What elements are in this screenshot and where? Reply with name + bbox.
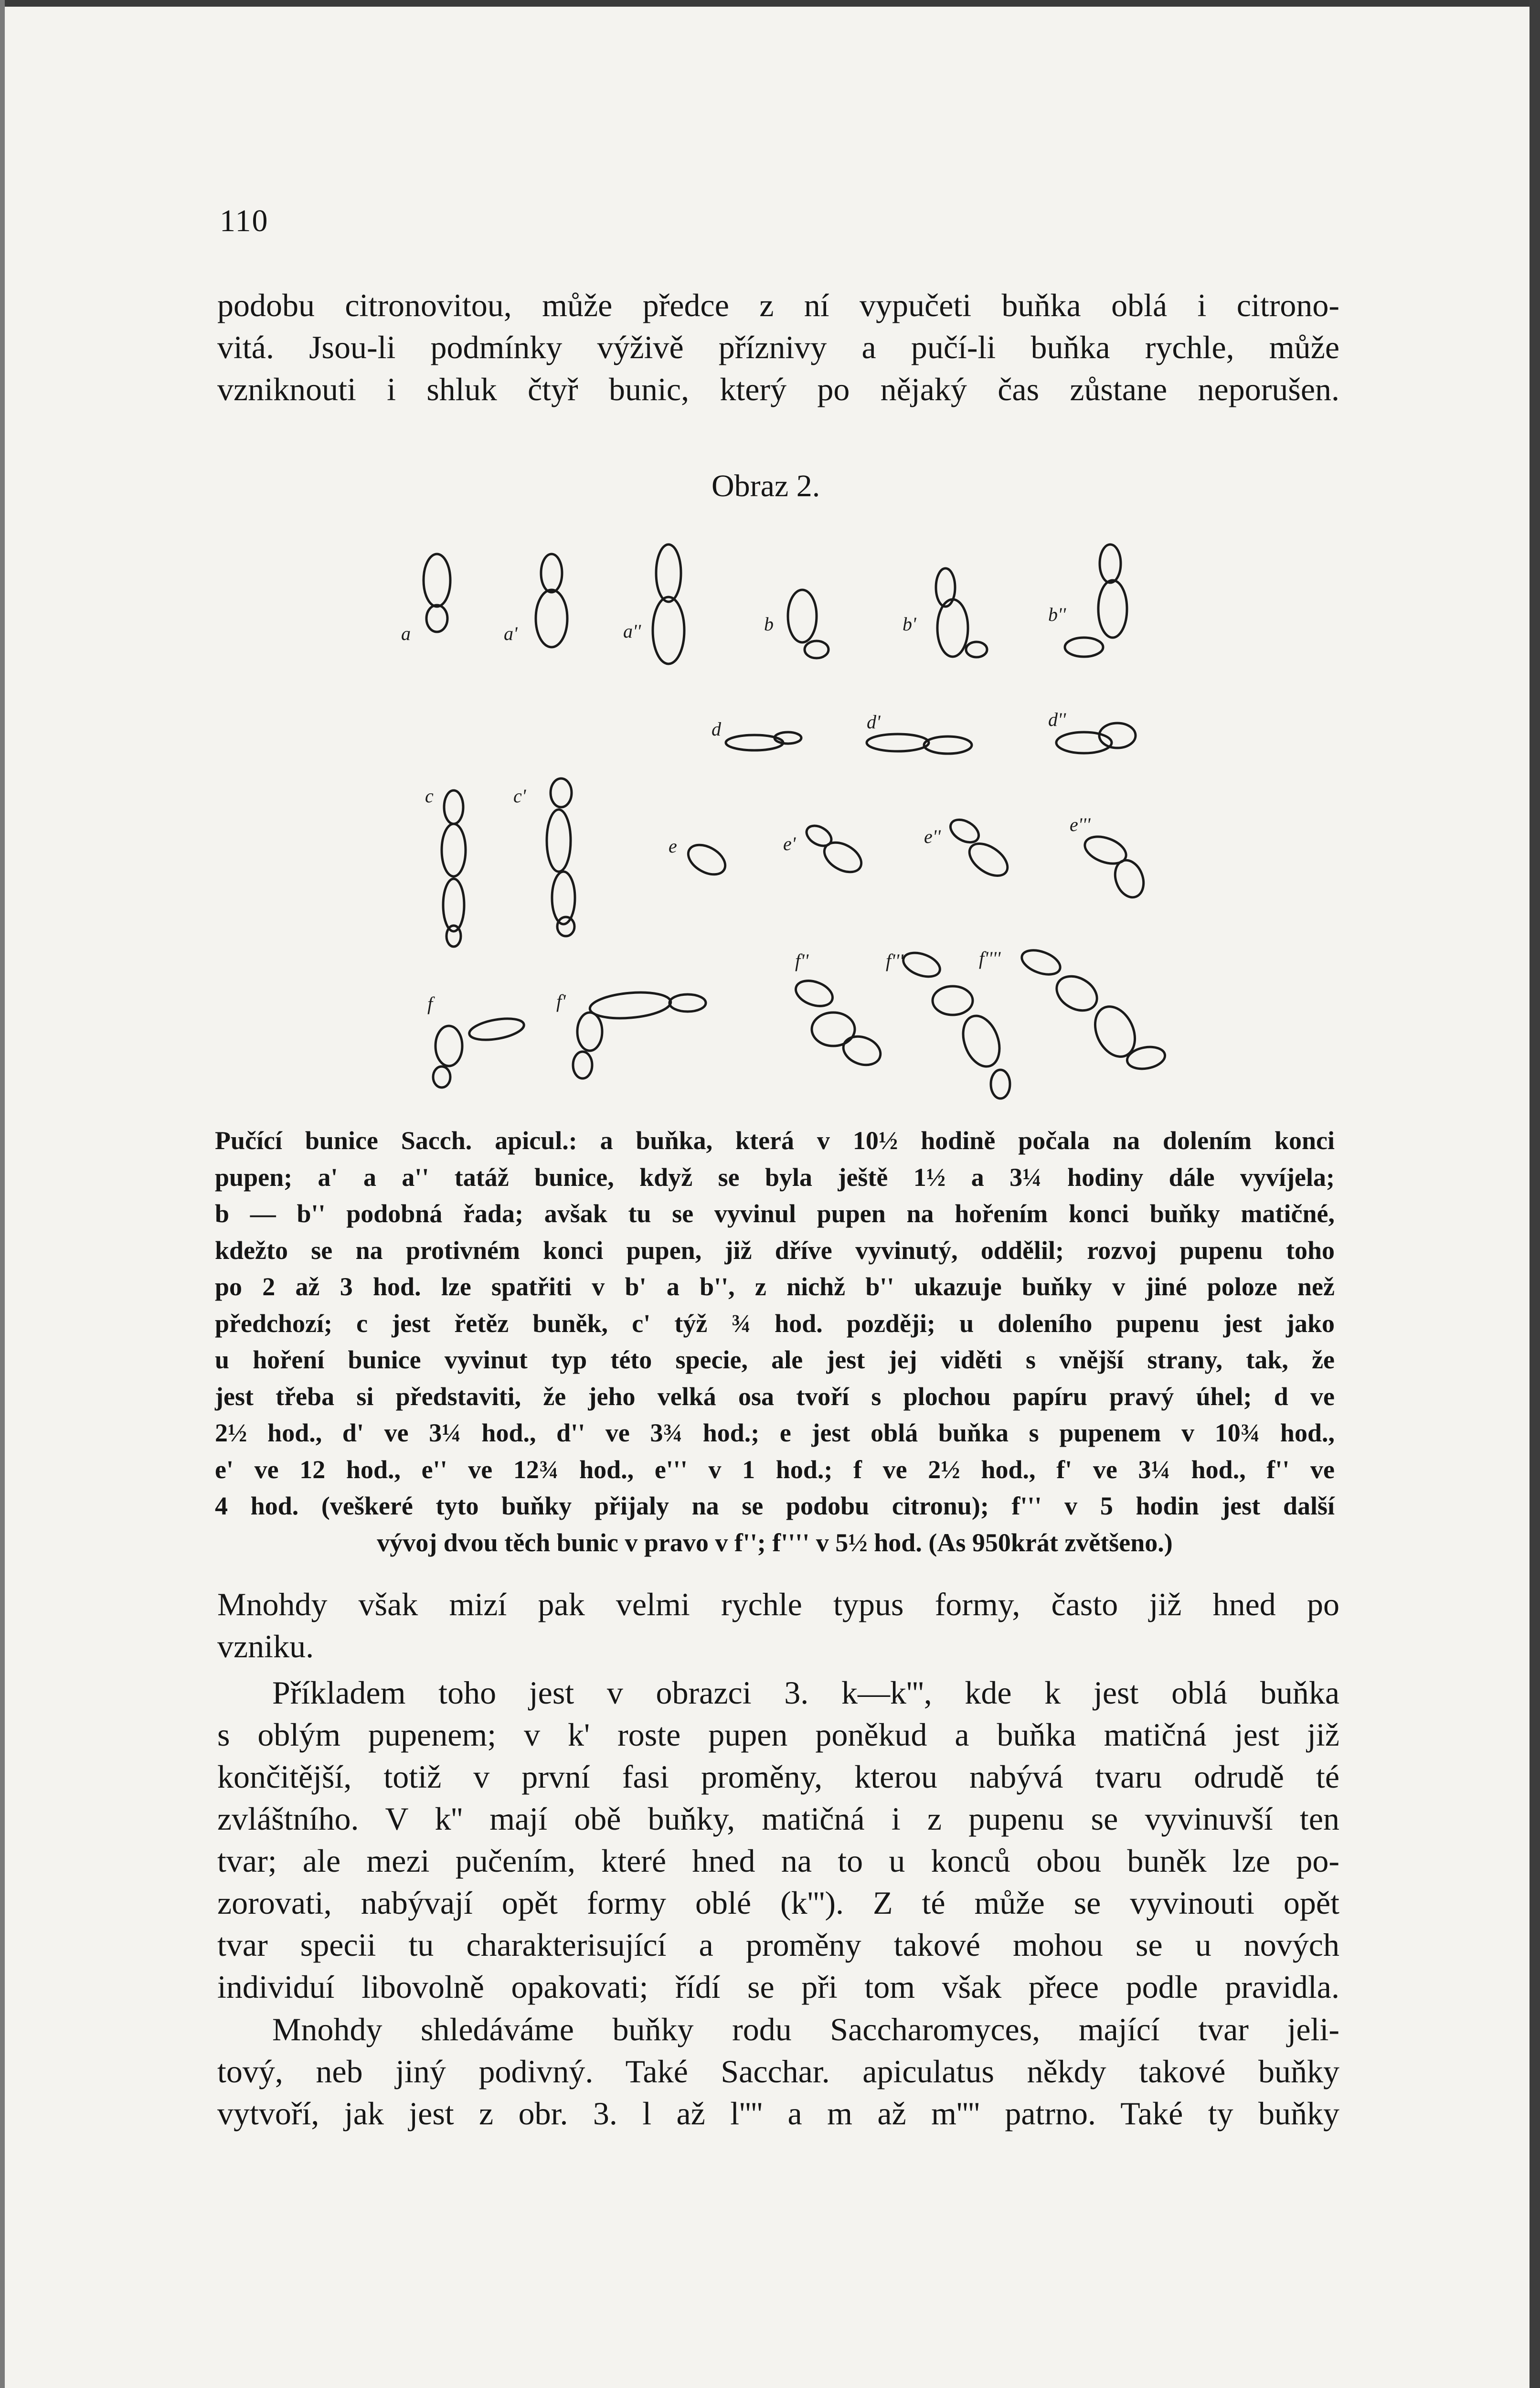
paragraph-line: tvar; ale mezi pučením, které hned na to u konců obou buněk lze po- — [217, 1843, 1339, 1879]
label-f2: f'' — [795, 950, 809, 971]
caption-line: u hoření bunice vyvinut typ této specie, ale jest jej viděti s vnější strany, tak, že — [215, 1345, 1335, 1374]
caption-line: Pučící bunice Sacch. apicul.: a buňka, která v 10½ hodině počala na dolením konci — [215, 1126, 1335, 1155]
caption-line: 4 hod. (veškeré tyto buňky přijaly na se podobu citronu); f''' v 5 hodin jest další — [215, 1492, 1335, 1520]
paragraph-4 — [217, 2008, 1339, 2134]
paragraph-line: zorovati, nabývají opět formy oblé (k'''). Z té může se vyvinouti opět — [217, 1885, 1339, 1921]
label-e1: e' — [783, 833, 796, 854]
caption-line: pupen; a' a a'' tatáž bunice, když se byla ještě 1½ a 3¼ hodiny dále vyvíjela; — [215, 1162, 1335, 1192]
caption-line: vývoj dvou těch bunic v pravo v f''; f'''' v 5½ hod. (As 950krát zvětšeno.) — [377, 1528, 1173, 1557]
paragraph-line: vitá. Jsou-li podmínky výživě příznivy a pučí-li buňka rychle, může — [217, 329, 1339, 365]
label-c1: c' — [513, 785, 526, 807]
cell-c1 — [513, 778, 575, 936]
cell-f3 — [886, 949, 1010, 1098]
cell-d — [712, 718, 801, 750]
paragraph-line: vytvoří, jak jest z obr. 3. l až l'''' a m až m'''' patrno. Také ty buňky — [217, 2095, 1339, 2132]
cell-a1 — [504, 554, 567, 647]
paragraph-line: vzniku. — [217, 1628, 314, 1664]
yeast-cells-figure — [382, 535, 1194, 1108]
label-b2: b'' — [1048, 604, 1066, 625]
caption-line: 2½ hod., d' ve 3¼ hod., d'' ve 3¾ hod.; e jest oblá buňka s pupenem v 10¾ hod., — [215, 1418, 1335, 1447]
label-d1: d' — [867, 711, 881, 733]
paragraph-1 — [217, 284, 1339, 410]
paragraph-line: podobu citronovitou, může předce z ní vypučeti buňka oblá i citrono- — [217, 287, 1339, 323]
label-a1: a' — [504, 623, 518, 644]
cell-f2 — [792, 950, 884, 1070]
caption-line: e' ve 12 hod., e'' ve 12¾ hod., e''' v 1 hod.; f ve 2½ hod., f' ve 3¼ hod., f'' ve — [215, 1455, 1335, 1484]
label-b: b — [764, 613, 774, 635]
label-f3: f''' — [886, 950, 903, 971]
cell-d2 — [1048, 709, 1136, 753]
cell-f — [427, 993, 526, 1087]
cell-f1 — [556, 990, 706, 1078]
caption-line: předchozí; c jest řetěz buněk, c' týž ¾ hod. později; u doleního pupenu jest jako — [215, 1309, 1335, 1338]
caption-line: po 2 až 3 hod. lze spatřiti v b' a b'', z nichž b'' ukazuje buňky v jiné poloze než — [215, 1272, 1335, 1301]
label-b1: b' — [903, 613, 916, 635]
caption-line: jest třeba si představiti, že jeho velká osa tvoří s plochou papíru pravý úhel; d ve — [215, 1382, 1335, 1411]
label-a: a — [401, 623, 411, 644]
label-f4: f'''' — [979, 948, 1001, 969]
label-f: f — [427, 993, 433, 1014]
figure-caption — [215, 1122, 1335, 1561]
label-a2: a'' — [623, 620, 641, 642]
paragraph-line: Mnohdy však mizí pak velmi rychle typus formy, často již hned po — [217, 1586, 1339, 1622]
figure-title: Obraz 2. — [712, 469, 820, 503]
paragraph-line: tový, neb jiný podivný. Také Sacchar. apiculatus někdy takové buňky — [217, 2053, 1339, 2090]
cell-f4 — [979, 946, 1167, 1072]
paragraph-line: zvláštního. V k'' mají obě buňky, matičná i z pupenu se vyvinuvší ten — [217, 1801, 1339, 1837]
label-c: c — [425, 785, 434, 807]
cell-b1 — [903, 568, 987, 657]
cell-b — [764, 590, 828, 658]
caption-line: kdežto se na protivném konci pupen, již dříve vyvinutý, oddělil; rozvoj pupenu toho — [215, 1236, 1335, 1265]
paragraph-line: vzniknouti i shluk čtyř bunic, který po nějaký čas zůstane neporušen. — [217, 371, 1339, 407]
scan-edge-right — [1529, 0, 1540, 2388]
cell-e3 — [1070, 814, 1148, 901]
cell-a2 — [623, 544, 684, 664]
paragraph-line: s oblým pupenem; v k' roste pupen poněkud a buňka matičná jest již — [217, 1716, 1339, 1753]
label-e3: e''' — [1070, 814, 1091, 835]
cell-e1 — [783, 821, 866, 878]
paragraph-line: Mnohdy shledáváme buňky rodu Saccharomyces, mající tvar jeli- — [272, 2011, 1339, 2047]
scan-edge-left — [0, 0, 5, 2388]
paragraph-3 — [217, 1672, 1339, 2008]
paragraph-line: individuí libovolně opakovati; řídí se při tom však přece podle pravidla. — [217, 1969, 1339, 2005]
paragraph-2 — [217, 1583, 1339, 1667]
label-e: e — [669, 835, 677, 857]
cell-e — [669, 835, 730, 881]
label-e2: e'' — [924, 826, 941, 847]
page-number: 110 — [220, 203, 269, 238]
paragraph-line: Příkladem toho jest v obrazci 3. k—k''', kde k jest oblá buňka — [272, 1674, 1339, 1711]
caption-line: b — b'' podobná řada; avšak tu se vyvinul pupen na hořením konci buňky matičné, — [215, 1199, 1335, 1228]
cell-b2 — [1048, 544, 1127, 657]
paragraph-line: končitější, totiž v první fasi proměny, kterou nabývá tvaru odrudě té — [217, 1759, 1339, 1795]
cell-c — [425, 785, 466, 947]
figure-drawing — [382, 535, 1194, 1108]
cell-d1 — [867, 711, 972, 754]
label-d: d — [712, 718, 721, 740]
paragraph-line: tvar specii tu charakterisující a proměny takové mohou se u nových — [217, 1927, 1339, 1963]
scan-edge-top — [0, 0, 1540, 7]
cell-e2 — [924, 815, 1013, 882]
cell-a — [401, 554, 450, 644]
label-f1: f' — [556, 991, 566, 1012]
label-d2: d'' — [1048, 709, 1066, 730]
